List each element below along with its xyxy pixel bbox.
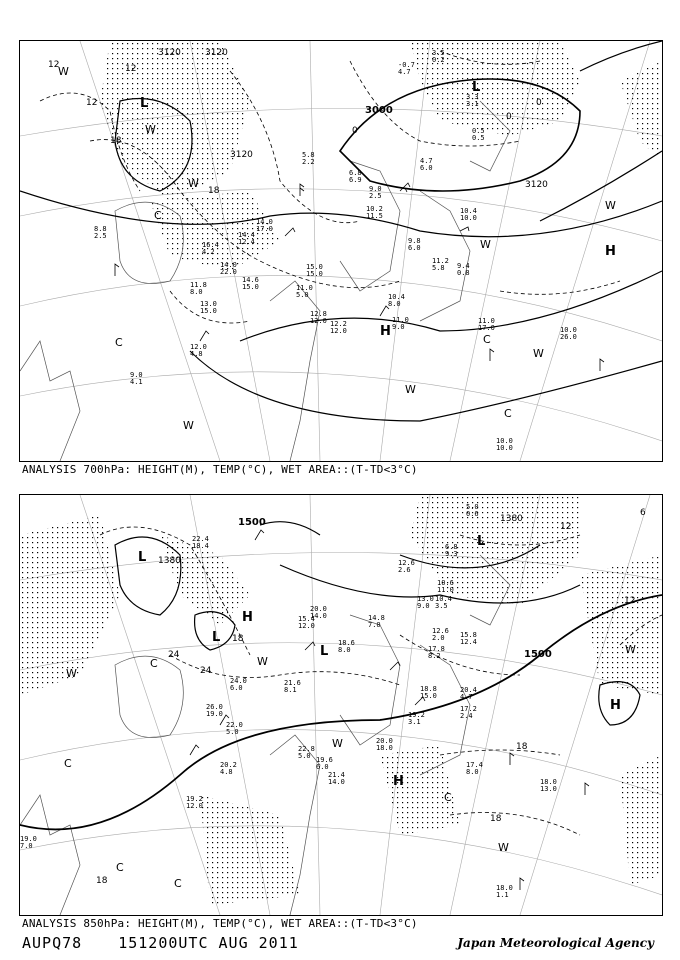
station-temperature: 19.2	[408, 711, 425, 719]
station-plot	[392, 316, 409, 331]
station-dewpoint-depression: 0.6	[466, 510, 479, 518]
high-pressure-label: H	[610, 698, 621, 713]
station-plot	[316, 756, 333, 771]
warm-center-label: W	[257, 655, 268, 668]
low-pressure-label: L	[140, 96, 149, 111]
low-pressure-label: L	[212, 630, 221, 645]
isotherm-label: 0	[506, 112, 512, 122]
station-temperature: 12.8	[310, 310, 327, 318]
cold-center-label: C	[504, 407, 512, 420]
low-pressure-label: L	[138, 550, 147, 565]
station-dewpoint-depression: 5.0	[298, 752, 311, 760]
station-plot	[369, 185, 382, 200]
warm-center-label: W	[188, 177, 199, 190]
station-temperature: 6.8	[349, 169, 362, 177]
station-plot	[398, 61, 415, 76]
station-plot	[420, 157, 433, 172]
station-temperature: 19.6	[316, 756, 333, 764]
station-plot	[186, 795, 203, 810]
station-dewpoint-depression: 17.0	[256, 225, 273, 233]
station-plot	[478, 317, 495, 332]
station-plot	[457, 262, 470, 277]
station-dewpoint-depression: 15.0	[306, 270, 323, 278]
station-plot	[376, 737, 393, 752]
map-700hpa-graphic	[20, 41, 662, 461]
height-label: 1380	[500, 514, 523, 524]
station-temperature: 26.0	[206, 703, 223, 711]
station-plot	[445, 543, 458, 558]
station-plot	[496, 437, 513, 452]
height-label: 1380	[158, 556, 181, 566]
station-dewpoint-depression: 4.8	[190, 350, 203, 358]
station-plot	[230, 677, 247, 692]
station-temperature: 5.0	[466, 503, 479, 511]
high-pressure-label: H	[242, 610, 253, 625]
station-plot	[466, 93, 479, 108]
station-plot	[302, 151, 315, 166]
warm-center-label: W	[66, 667, 77, 680]
station-plot	[432, 257, 449, 272]
station-temperature: 6.8	[445, 543, 458, 551]
station-dewpoint-depression: 2.5	[369, 192, 382, 200]
station-temperature: 9.4	[457, 262, 470, 270]
cold-center-label: C	[150, 657, 158, 670]
station-dewpoint-depression: 12.4	[460, 638, 477, 646]
station-temperature: 17.8	[428, 645, 445, 653]
station-temperature: 14.4	[238, 231, 255, 239]
station-temperature: 13.0	[417, 595, 434, 603]
map-850hpa-graphic	[20, 495, 662, 915]
warm-center-label: W	[480, 238, 491, 251]
station-dewpoint-depression: 8.0	[338, 646, 351, 654]
station-dewpoint-depression: 5.0	[226, 728, 239, 736]
panel-caption-700hpa: ANALYSIS 700hPa: HEIGHT(M), TEMP(°C), WET AREA::(T-TD<3°C)	[22, 463, 418, 476]
station-dewpoint-depression: 7.0	[368, 621, 381, 629]
station-temperature: 17.2	[460, 705, 477, 713]
isotherm-label: 24	[168, 650, 180, 660]
warm-center-label: W	[498, 841, 509, 854]
station-temperature: 10.2	[366, 205, 383, 213]
station-dewpoint-depression: 8.0	[388, 300, 401, 308]
station-dewpoint-depression: 8.0	[466, 768, 479, 776]
cold-center-label: C	[115, 336, 123, 349]
isotherm-label: 12	[624, 596, 636, 606]
station-dewpoint-depression: 4.2	[202, 248, 215, 256]
station-temperature: -0.7	[398, 61, 415, 69]
station-temperature: 10.6	[437, 579, 454, 587]
height-label: 1500	[238, 517, 266, 528]
station-plot	[408, 711, 425, 726]
isotherm-label: 18	[490, 814, 502, 824]
station-plot	[220, 261, 237, 276]
station-temperature: 20.0	[376, 737, 393, 745]
station-temperature: 11.0	[392, 316, 409, 324]
station-temperature: 10.4	[388, 293, 405, 301]
height-label: 1500	[524, 649, 552, 660]
station-temperature: 20.0	[310, 605, 327, 613]
station-plot	[368, 614, 385, 629]
station-plot	[496, 884, 513, 899]
station-plot	[238, 231, 255, 246]
station-temperature: 21.6	[284, 679, 301, 687]
agency-name: Japan Meteorological Agency	[457, 936, 654, 950]
station-temperature: 24.0	[230, 677, 247, 685]
height-label: 3000	[365, 105, 393, 116]
isotherm-label: 6	[640, 508, 646, 518]
station-dewpoint-depression: 17.0	[478, 324, 495, 332]
station-plot	[192, 535, 209, 550]
map-panel-850hpa	[19, 494, 663, 916]
station-dewpoint-depression: 11.5	[366, 212, 383, 220]
high-pressure-label: H	[605, 244, 616, 259]
warm-center-label: W	[405, 383, 416, 396]
station-temperature: 17.4	[466, 761, 483, 769]
station-dewpoint-depression: 4.7	[398, 68, 411, 76]
isotherm-label: 18	[208, 186, 220, 196]
isotherm-label: 12	[125, 64, 137, 74]
station-plot	[310, 310, 327, 325]
station-plot	[338, 639, 355, 654]
station-temperature: 11.8	[190, 281, 207, 289]
station-dewpoint-depression: 12.0	[186, 802, 203, 810]
station-dewpoint-depression: 12.0	[330, 327, 347, 335]
station-temperature: 20.2	[220, 761, 237, 769]
map-panel-700hpa	[19, 40, 663, 462]
station-dewpoint-depression: 2.5	[94, 232, 107, 240]
isotherm-label: 12	[86, 98, 98, 108]
station-temperature: 22.8	[298, 745, 315, 753]
wet-areas	[100, 41, 662, 271]
station-plot	[94, 225, 107, 240]
station-temperature: 12.6	[432, 627, 449, 635]
station-temperature: 11.2	[432, 257, 449, 265]
height-label: 3120	[158, 48, 181, 58]
station-plot	[306, 263, 323, 278]
station-dewpoint-depression: 4.8	[220, 768, 233, 776]
station-plot	[366, 205, 383, 220]
station-temperature: 14.6	[242, 276, 259, 284]
warm-center-label: W	[58, 65, 69, 78]
station-temperature: 8.8	[94, 225, 107, 233]
station-temperature: 16.4	[202, 241, 219, 249]
station-plot	[349, 169, 362, 184]
station-dewpoint-depression: 5.0	[296, 291, 309, 299]
station-dewpoint-depression: 7.0	[20, 842, 33, 850]
warm-center-label: W	[605, 199, 616, 212]
isotherm-label: 12	[48, 60, 60, 70]
station-dewpoint-depression: 9.0	[417, 602, 430, 610]
warm-center-label: W	[145, 123, 156, 136]
station-plot	[432, 627, 449, 642]
station-plot	[472, 127, 485, 142]
station-temperature: 18.0	[540, 778, 557, 786]
station-dewpoint-depression: 14.0	[328, 778, 345, 786]
low-pressure-label: L	[320, 644, 329, 659]
station-dewpoint-depression: 0.5	[472, 134, 485, 142]
station-plot	[298, 615, 315, 630]
chart-code: AUPQ78	[22, 934, 83, 952]
high-pressure-label: H	[380, 324, 391, 339]
station-dewpoint-depression: 8.2	[428, 652, 441, 660]
station-dewpoint-depression: 6.0	[230, 684, 243, 692]
station-dewpoint-depression: 15.0	[420, 692, 437, 700]
chart-identifier	[22, 934, 325, 952]
station-temperature: 14.0	[256, 218, 273, 226]
station-temperature: 9.0	[369, 185, 382, 193]
station-temperature: 18.0	[496, 884, 513, 892]
station-dewpoint-depression: 10.0	[460, 214, 477, 222]
station-plot	[417, 595, 434, 610]
station-dewpoint-depression: 0.2	[432, 56, 445, 64]
station-temperature: 19.2	[186, 795, 203, 803]
station-dewpoint-depression: 18.0	[376, 744, 393, 752]
station-temperature: 22.4	[192, 535, 209, 543]
warm-center-label: W	[625, 643, 636, 656]
station-dewpoint-depression: 2.0	[432, 634, 445, 642]
station-dewpoint-depression: 13.0	[540, 785, 557, 793]
cold-center-label: C	[154, 209, 162, 222]
station-temperature: 12.6	[398, 559, 415, 567]
isotherm-label: 12	[560, 522, 572, 532]
station-dewpoint-depression: 12.4	[238, 238, 255, 246]
isotherm-label: 0	[536, 98, 542, 108]
panel-caption-850hpa: ANALYSIS 850hPa: HEIGHT(M), TEMP(°C), WET AREA::(T-TD<3°C)	[22, 917, 418, 930]
station-plot	[398, 559, 415, 574]
cold-center-label: C	[116, 861, 124, 874]
station-dewpoint-depression: 14.0	[310, 612, 327, 620]
station-plot	[460, 207, 477, 222]
station-temperature: 13.0	[200, 300, 217, 308]
station-temperature: 0.5	[472, 127, 485, 135]
station-dewpoint-depression: 12.0	[310, 317, 327, 325]
station-dewpoint-depression: 3.5	[435, 602, 448, 610]
station-plot	[328, 771, 345, 786]
station-temperature: 9.0	[130, 371, 143, 379]
isotherm-label: 18	[110, 136, 122, 146]
cold-center-label: C	[174, 877, 182, 890]
station-dewpoint-depression: 2.6	[398, 566, 411, 574]
station-temperature: 18.6	[338, 639, 355, 647]
station-plot	[460, 686, 477, 701]
station-temperature: 10.4	[435, 595, 452, 603]
station-dewpoint-depression: 15.0	[200, 307, 217, 315]
station-plot	[432, 49, 445, 64]
station-temperature: 10.0	[496, 437, 513, 445]
station-temperature: 5.8	[302, 151, 315, 159]
station-plot	[560, 326, 577, 341]
isotherm-label: 24	[200, 666, 212, 676]
station-dewpoint-depression: 2.4	[460, 712, 473, 720]
station-plot	[388, 293, 405, 308]
station-temperature: 4.7	[420, 157, 433, 165]
station-temperature: 14.0	[220, 261, 237, 269]
station-dewpoint-depression: 6.0	[420, 164, 433, 172]
warm-center-label: W	[332, 737, 343, 750]
isotherm-label: 18	[96, 876, 108, 886]
station-dewpoint-depression: 9.0	[392, 323, 405, 331]
station-temperature: 11.0	[478, 317, 495, 325]
station-temperature: 11.0	[296, 284, 313, 292]
station-dewpoint-depression: 4.7	[460, 693, 473, 701]
station-plot	[190, 281, 207, 296]
station-dewpoint-depression: 12.0	[298, 622, 315, 630]
station-temperature: 15.8	[460, 631, 477, 639]
low-pressure-label: L	[477, 534, 486, 549]
station-plot	[256, 218, 273, 233]
station-dewpoint-depression: 9.3	[445, 550, 458, 558]
station-plot	[460, 631, 477, 646]
station-temperature: 12.0	[190, 343, 207, 351]
station-temperature: 10.0	[560, 326, 577, 334]
station-plot	[466, 503, 479, 518]
warm-center-label: W	[533, 347, 544, 360]
station-plot	[20, 835, 37, 850]
station-dewpoint-depression: 15.0	[242, 283, 259, 291]
cold-center-label: C	[444, 791, 452, 804]
station-plot	[460, 705, 477, 720]
station-dewpoint-depression: 6.9	[349, 176, 362, 184]
station-temperature: 10.4	[460, 207, 477, 215]
station-plot	[220, 761, 237, 776]
station-temperature: 3.5	[432, 49, 445, 57]
station-temperature: 14.8	[368, 614, 385, 622]
coastlines	[20, 101, 510, 461]
station-plot	[206, 703, 223, 718]
station-temperature: 9.8	[408, 237, 421, 245]
station-temperature: 22.0	[226, 721, 243, 729]
station-dewpoint-depression: 3.1	[466, 100, 479, 108]
height-label: 3120	[230, 150, 253, 160]
height-label: 3120	[525, 180, 548, 190]
station-dewpoint-depression: 3.1	[408, 718, 421, 726]
station-temperature: 3.3	[466, 93, 479, 101]
cold-center-label: C	[64, 757, 72, 770]
station-temperature: 20.4	[460, 686, 477, 694]
isotherm-label: 0	[352, 126, 358, 136]
cold-center-label: C	[483, 333, 491, 346]
station-dewpoint-depression: 0.8	[457, 269, 470, 277]
height-label: 3120	[205, 48, 228, 58]
station-dewpoint-depression: 1.1	[496, 891, 509, 899]
low-pressure-label: L	[472, 80, 481, 95]
station-plot	[284, 679, 301, 694]
station-dewpoint-depression: 6.0	[316, 763, 329, 771]
station-plot	[200, 300, 217, 315]
station-plot	[428, 645, 445, 660]
station-dewpoint-depression: 22.0	[220, 268, 237, 276]
station-dewpoint-depression: 2.2	[302, 158, 315, 166]
station-plot	[190, 343, 207, 358]
station-plot	[298, 745, 315, 760]
station-dewpoint-depression: 18.4	[192, 542, 209, 550]
station-dewpoint-depression: 8.0	[190, 288, 203, 296]
station-plot	[420, 685, 437, 700]
station-temperature: 18.8	[420, 685, 437, 693]
station-temperature: 15.4	[298, 615, 315, 623]
station-temperature: 15.0	[306, 263, 323, 271]
station-temperature: 12.2	[330, 320, 347, 328]
station-plot	[540, 778, 557, 793]
station-dewpoint-depression: 19.0	[206, 710, 223, 718]
station-dewpoint-depression: 5.8	[432, 264, 445, 272]
station-dewpoint-depression: 10.0	[496, 444, 513, 452]
station-plot	[296, 284, 313, 299]
isotherm-label: 18	[232, 634, 244, 644]
system-labels	[64, 534, 636, 890]
station-dewpoint-depression: 26.0	[560, 333, 577, 341]
warm-center-label: W	[183, 419, 194, 432]
station-temperature: 19.0	[20, 835, 37, 843]
station-plot	[130, 371, 143, 386]
station-plot	[408, 237, 421, 252]
station-plot	[330, 320, 347, 335]
station-dewpoint-depression: 4.1	[130, 378, 143, 386]
station-dewpoint-depression: 6.0	[408, 244, 421, 252]
station-plot	[242, 276, 259, 291]
station-dewpoint-depression: 8.1	[284, 686, 297, 694]
isotherm-label: 18	[516, 742, 528, 752]
valid-time: 151200UTC AUG 2011	[118, 934, 299, 952]
station-plot	[437, 579, 454, 594]
station-dewpoint-depression: 11.0	[437, 586, 454, 594]
station-plot	[435, 595, 452, 610]
high-pressure-label: H	[393, 774, 404, 789]
station-plot	[226, 721, 243, 736]
station-temperature: 21.4	[328, 771, 345, 779]
